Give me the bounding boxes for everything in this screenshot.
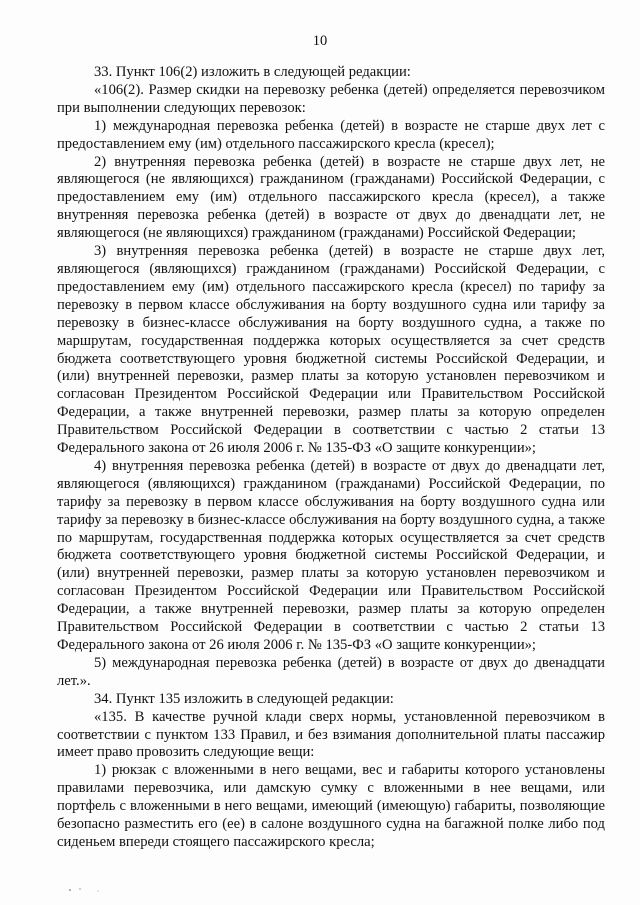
document-body — [57, 64, 605, 852]
paragraph-item-4: 4) внутренняя перевозка ребенка (детей) в возрасте от двух до двенадцати лет, являющегося (являющихся) гражданином (гражданами) Российской Федерации, по тарифу за перевозку в первом классе обслуживания на борту воздушного судна или тарифу за перевозку в бизнес-классе обслуживания на борту воздушного судна, а также по маршрутам, государственная поддержка которых осуществляется за счет средств бюджета соответствующего уровня бюджетной системы Российской Федерации, и (или) внутренней перевозки, размер платы за которую установлен перевозчиком и согласован Президентом Российской Федерации или Правительством Российской Федерации, а также внутренней перевозки, размер платы за которую определен Правительством Российской Федерации в соответствии с частью 2 статьи 13 Федерального закона от 26 июля 2006 г. № 135-ФЗ «О защите конкуренции»; — [57, 457, 605, 653]
paragraph-clause-33: 33. Пункт 106(2) изложить в следующей редакции: — [94, 64, 411, 80]
paragraph-item-2: 2) внутренняя перевозка ребенка (детей) в возрасте не старше двух лет, не являющегося (не являющихся) гражданином (гражданами) Российской Федерации, с предоставлением ему (им) отдельного пассажирского кресла (кресел), а также внутренняя перевозка ребенка (детей) в возрасте от двух до двенадцати лет, не являющегося (не являющихся) гражданином (гражданами) Российской Федерации; — [57, 153, 605, 242]
paragraph-item-1: 1) международная перевозка ребенка (детей) в возрасте не старше двух лет с предоставлением ему (им) отдельного пассажирского кресла (кресел); — [57, 117, 605, 152]
paragraph-item-5: 5) международная перевозка ребенка (детей) в возрасте от двух до двенадцати лет.». — [57, 654, 605, 689]
paragraph-item-3: 3) внутренняя перевозка ребенка (детей) в возрасте не старше двух лет, являющегося (являющихся) гражданином (гражданами) Российской Федерации, с предоставлением ему (им) отдельного пассажирского кресла (кресел) по тарифу за перевозку в первом классе обслуживания на борту воздушного судна или тарифу за перевозку в бизнес-классе обслуживания на борту воздушного судна, а также по маршрутам, государственная поддержка которых осуществляется за счет средств бюджета соответствующего уровня бюджетной системы Российской Федерации, и (или) внутренней перевозки, размер платы за которую установлен перевозчиком и согласован Президентом Российской Федерации или Правительством Российской Федерации, а также внутренней перевозки, размер платы за которую определен Правительством Российской Федерации в соответствии с частью 2 статьи 13 Федерального закона от 26 июля 2006 г. № 135-ФЗ «О защите конкуренции»; — [57, 243, 605, 457]
paragraph-clause-34: 34. Пункт 135 изложить в следующей редакции: — [94, 690, 394, 707]
paragraph-clause-106-2: «106(2). Размер скидки на перевозку ребенка (детей) определяется перевозчиком при выполнении следующих перевозок: — [57, 81, 605, 116]
paragraph-clause-135-item-1: 1) рюкзак с вложенными в него вещами, вес и габариты которого установлены правилами перевозчика, или дамскую сумку с вложенными в нее вещами, или портфель с вложенными в него вещами, имеющий (имеющую) габариты, позволяющие безопасно разместить его (ее) в салоне воздушного судна на багажной полке либо под сиденьем впереди стоящего пассажирского кресла; — [57, 762, 605, 850]
page-number: 10 — [312, 33, 328, 49]
paragraph-clause-135: «135. В качестве ручной клади сверх нормы, установленной перевозчиком в соответствии с пунктом 133 Правил, и без взимания дополнительной платы пассажир имеет право провозить следующие вещи: — [57, 708, 605, 761]
scan-specks — [68, 887, 128, 893]
